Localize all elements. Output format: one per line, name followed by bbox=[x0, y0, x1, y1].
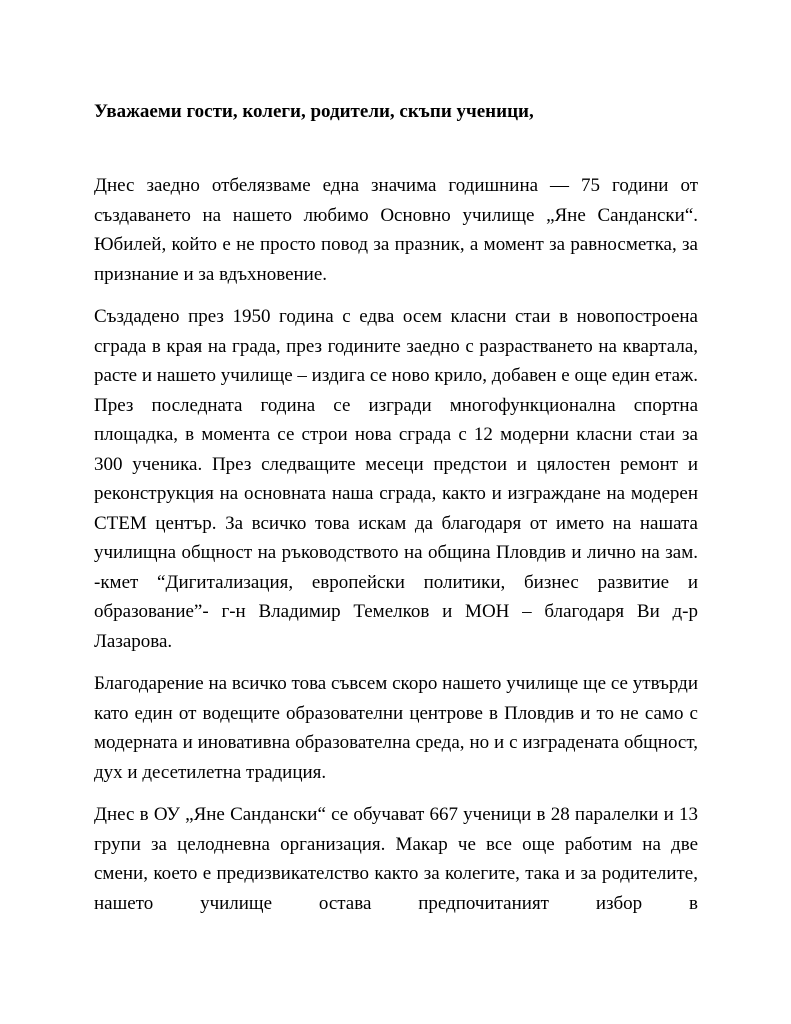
document-body bbox=[94, 171, 698, 931]
paragraph-students: Днес в ОУ „Яне Сандански“ се обучават 667 ученици в 28 паралелки и 13 групи за целодневна организация. Макар че все още работим на две смени, което е предизвикателство както за колегите, така и за родителите, нашето училище остава предпочитаният избор в bbox=[94, 804, 698, 914]
paragraph-history: Създадено през 1950 година с едва осем класни стаи в новопостроена сграда в края на града, през годините заедно с разрастването на квартала, расте и нашето училище – издига се ново крило, добавен е още един етаж. През последната година се изгради многофункционална спортна площадка, в момента се строи нова сграда с 12 модерни класни стаи за 300 ученика. През следващите месеци предстои и цялостен ремонт и реконструкция на основната наша сграда, както и изграждане на модерен СТЕМ център. За всичко това искам да благодаря от името на нашата училищна общност на ръководството на община Пловдив и лично на зам. -кмет “Дигитализация, европейски политики, бизнес развитие и образование”- г-н Владимир Темелков и МОН – благодаря Ви д-р Лазарова. bbox=[94, 306, 698, 652]
paragraph-future: Благодарение на всичко това съвсем скоро нашето училище ще се утвърди като един от водещите образователни центрове в Пловдив и то не само с модерната и иновативна образователна среда, но и с изградената общност, дух и десетилетна традиция. bbox=[94, 673, 698, 783]
greeting-heading: Уважаеми гости, колеги, родители, скъпи ученици, bbox=[94, 101, 534, 122]
paragraph-anniversary: Днес заедно отбелязваме една значима годишнина — 75 години от създаването на нашето любимо Основно училище „Яне Сандански“. Юбилей, който е не просто повод за празник, а момент за равносметка, за признание и за вдъхновение. bbox=[94, 175, 698, 285]
